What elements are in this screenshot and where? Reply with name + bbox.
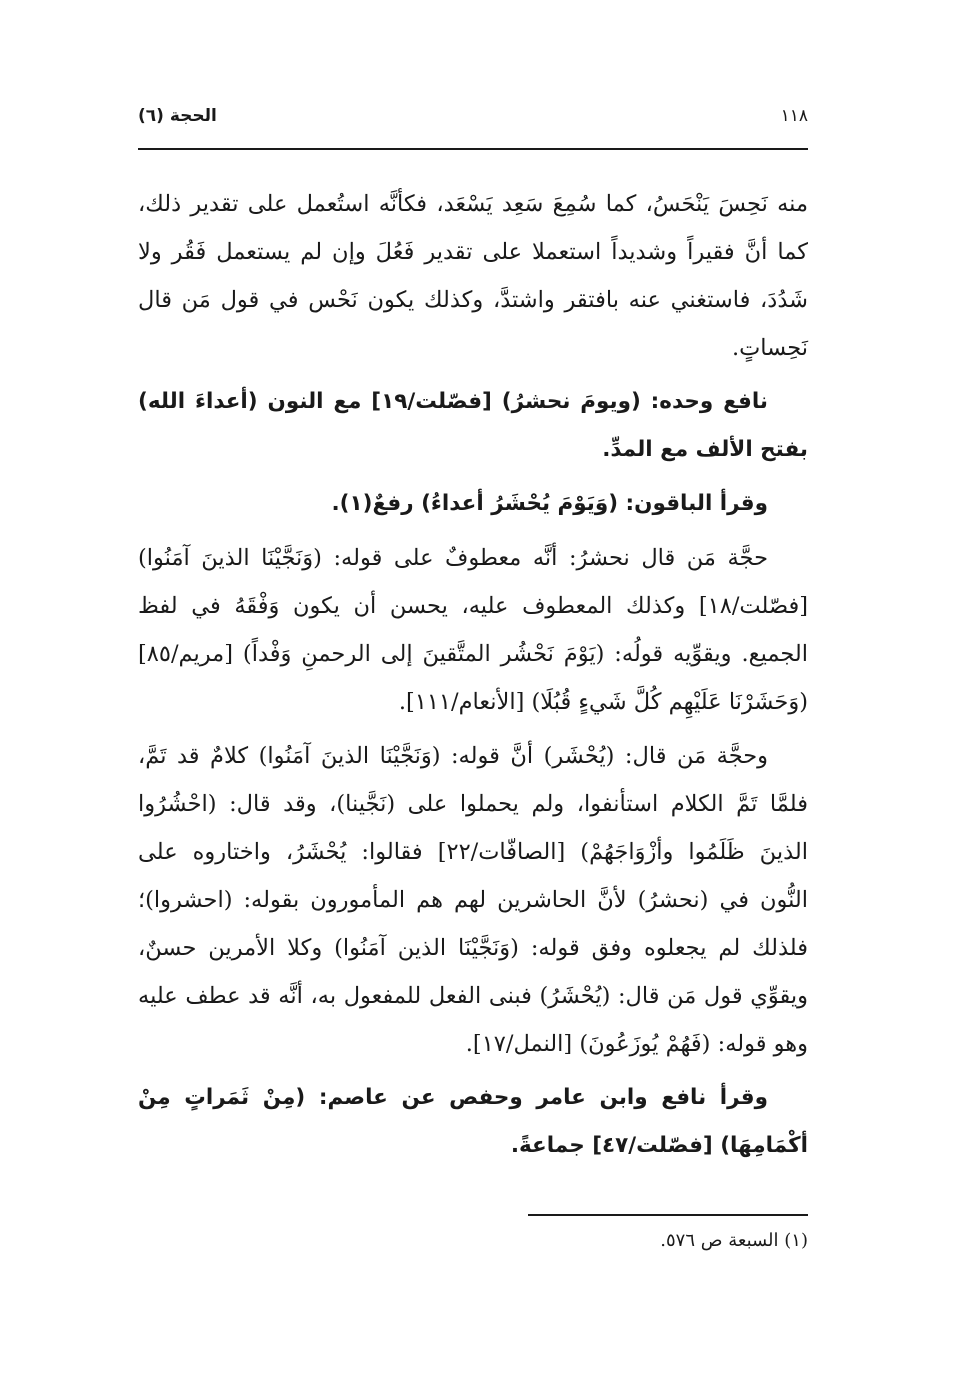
main-text	[138, 180, 808, 1176]
paragraph: منه نَحِسَ يَنْحَسُ، كما سُمِعَ سَعِد يَسْعَد، فكأنَّه استُعمل على تقدير ذلك، كما أنَّ فقيراً وشديداً استعملا على تقدير فَعُلَ وإن لم يستعمل فَقُر ولا شَدُدَ، فاستغني عنه بافتقر واشتدَّ، وكذلك يكون نَحْس في قول مَن قال نَحِساتٍ.	[138, 191, 808, 361]
paragraph: وحجَّة مَن قال: (يُحْشَر) أنَّ قوله: (وَنَجَّيْنَا الذينَ آمَنُوا) كلامٌ قد تَمَّ، فلمَّا تَمَّ الكلام استأنفوا، ولم يحملوا على (نَجَّينا)، وقد قال: (احْشُرُوا الذينَ ظَلَمُوا وأزْوَاجَهُمْ) [الصافّات/٢٢] فقالوا: يُحْشَرُ، واختاروه على النُّون في (نحشرُ) لأنَّ الحاشرين لهم هم المأمورون بقوله: (احشروا)؛ فلذلك لم يجعلوه وفق قوله: (وَنَجَّيْنَا الذين آمَنُوا) وكلا الأمرين حسنٌ، ويقوِّي قول مَن قال: (يُحْشَرُ) فبنى الفعل للمفعول به، أنَّه قد عطف عليه وهو قوله: (فَهُمْ يُوزَعُونَ) [النمل/١٧].	[138, 743, 808, 1057]
paragraph-reading-nafi: نافع وحده: (ويومَ نحشرُ) [فصّلت/١٩] مع النون (أعداءَ الله) بفتح الألف مع المدِّ.	[138, 389, 808, 462]
paragraph-reading: وقرأ نافع وابن عامر وحفص عن عاصم: (مِنْ ثَمَراتٍ مِنْ أكْمَامِهَا) [فصّلت/٤٧] جماعةً.	[138, 1085, 808, 1158]
footnote-rule	[528, 1214, 808, 1216]
page-number: ١١٨	[780, 106, 808, 126]
footnote: (١) السبعة ص ٥٧٦.	[660, 1230, 808, 1251]
page-header	[138, 102, 808, 142]
header-rule	[138, 148, 808, 150]
paragraph: حجَّة مَن قال نحشرُ: أنَّه معطوفٌ على قوله: (وَنَجَّيْنَا الذينَ آمَنُوا) [فصّلت/١٨] وكذلك المعطوف عليه، يحسن أن يكون وَفْقَهُ في لفظ الجميع. ويقوِّيه قولُه: (يَوْمَ نَحْشُر المتَّقينَ إلى الرحمنِ وَفْداً) [مريم/٨٥] (وَحَشَرْنَا عَلَيْهِم كُلَّ شَيءٍ قُبُلَا) [الأنعام/١١١].	[138, 545, 808, 715]
running-title: الحجة (٦)	[138, 106, 217, 126]
paragraph-reading-others: وقرأ الباقون: (وَيَوْمَ يُحْشَرُ أعداءُ) رفعٌ(١).	[331, 491, 768, 516]
